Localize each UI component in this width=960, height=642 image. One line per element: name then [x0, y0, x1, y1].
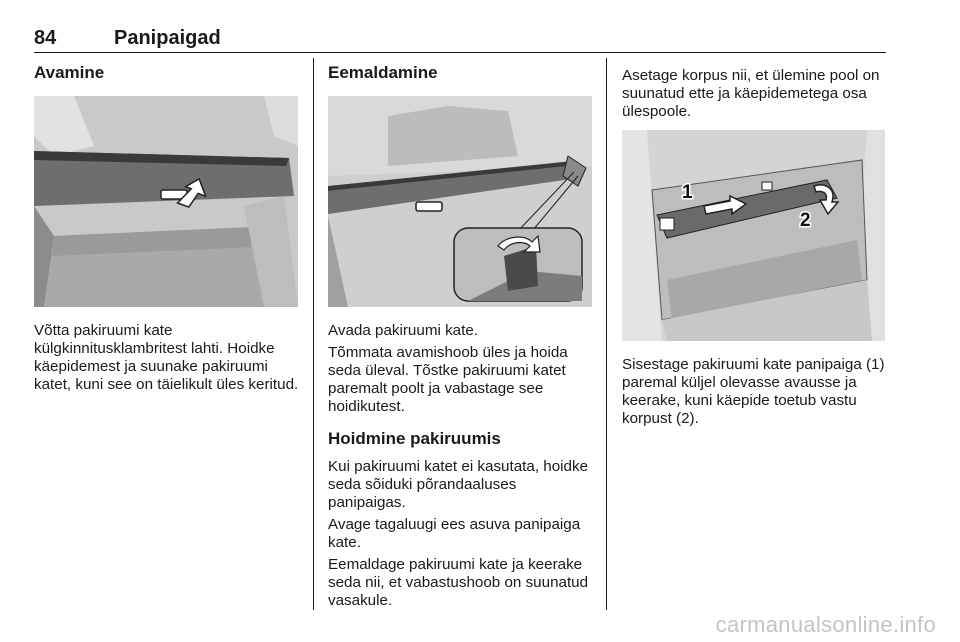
column-divider-1 — [313, 58, 314, 610]
section-heading-storage: Hoidmine pakiruumis — [328, 429, 501, 448]
paragraph-removal-steps: Tõmmata avamishoob üles ja hoida seda üleval. Tõstke pakiruumi katet paremalt poolt ja vabastage see hoidikutest. — [328, 344, 568, 415]
section-heading-opening: Avamine — [34, 63, 105, 82]
figure-opening-cover — [34, 96, 298, 307]
figure-removal-cover — [328, 96, 592, 307]
paragraph-storage-intro: Kui pakiruumi katet ei kasutata, hoidke seda sõiduki põrandaaluses panipaigas. — [328, 458, 589, 511]
paragraph-removal-open: Avada pakiruumi kate. — [328, 322, 478, 339]
column-removal — [328, 62, 592, 84]
watermark: carmanualsonline.info — [715, 612, 936, 637]
paragraph-opening: Võtta pakiruumi kate külgkinnitusklambritest lahti. Hoidke käepidemest ja suunake pakiruumi katet, kuni see on täielikult üles keritud. — [34, 322, 299, 393]
paragraph-storage-open: Avage tagaluugi ees asuva panipaiga kate. — [328, 516, 581, 551]
chapter-title: Panipaigad — [114, 27, 221, 49]
paragraph-insert-cover: Sisestage pakiruumi kate panipaiga (1) paremal küljel olevasse avausse ja keerake, kuni käepide toetub vastu korpust (2). — [622, 356, 885, 427]
paragraph-position-housing: Asetage korpus nii, et ülemine pool on suunatud ette ja käepidemetega osa ülespoole. — [622, 67, 880, 120]
callout-1: 1 — [682, 182, 693, 203]
paragraph-storage-rotate: Eemaldage pakiruumi kate ja keerake seda nii, et vabastushoob on suunatud vasakule. — [328, 556, 589, 609]
page-number: 84 — [34, 27, 57, 49]
column-divider-2 — [606, 58, 607, 610]
removal-text-block — [328, 322, 594, 610]
section-heading-removal: Eemaldamine — [328, 63, 438, 82]
figure-storage-compartment — [622, 130, 885, 341]
page-header — [34, 24, 886, 53]
column-opening — [34, 62, 298, 84]
callout-2: 2 — [800, 210, 811, 231]
